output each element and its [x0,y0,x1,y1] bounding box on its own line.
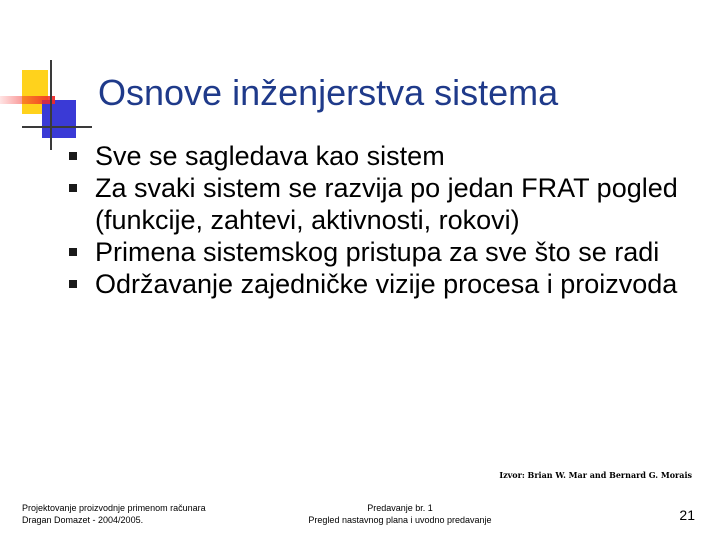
footer-author: Dragan Domazet - 2004/2005. [22,515,144,525]
slide-title: Osnove inženjerstva sistema [98,72,559,113]
logo-horizontal-line [22,126,92,128]
footer-lecture-info [300,502,500,526]
slide-logo-icon [0,0,90,150]
bullet-text: Održavanje zajedničke vizije procesa i proizvoda [95,269,678,299]
footer-course-info [22,502,206,526]
footer-lecture-number: Predavanje br. 1 [367,503,433,513]
page-number: 21 [679,507,695,523]
bullet-text: Primena sistemskog pristupa za sve što se radi [95,237,660,267]
bullet-item [65,236,705,268]
source-citation: Izvor: Brian W. Mar and Bernard G. Morais [499,470,692,480]
logo-red-bar [0,96,55,104]
footer-lecture-title: Pregled nastavnog plana i uvodno predavanje [308,515,492,525]
logo-vertical-line [50,60,52,150]
bullet-item [65,268,705,300]
square-bullet-icon [69,184,77,192]
square-bullet-icon [69,248,77,256]
bullet-list [65,140,705,300]
bullet-item [65,172,705,236]
bullet-text: Za svaki sistem se razvija po jedan FRAT pogled (funkcije, zahtevi, aktivnosti, rokovi) [95,173,678,235]
footer-course-title: Projektovanje proizvodnje primenom računara [22,503,206,513]
square-bullet-icon [69,152,77,160]
logo-blue-square [42,100,76,138]
bullet-text: Sve se sagledava kao sistem [95,141,445,171]
bullet-item [65,140,705,172]
square-bullet-icon [69,280,77,288]
